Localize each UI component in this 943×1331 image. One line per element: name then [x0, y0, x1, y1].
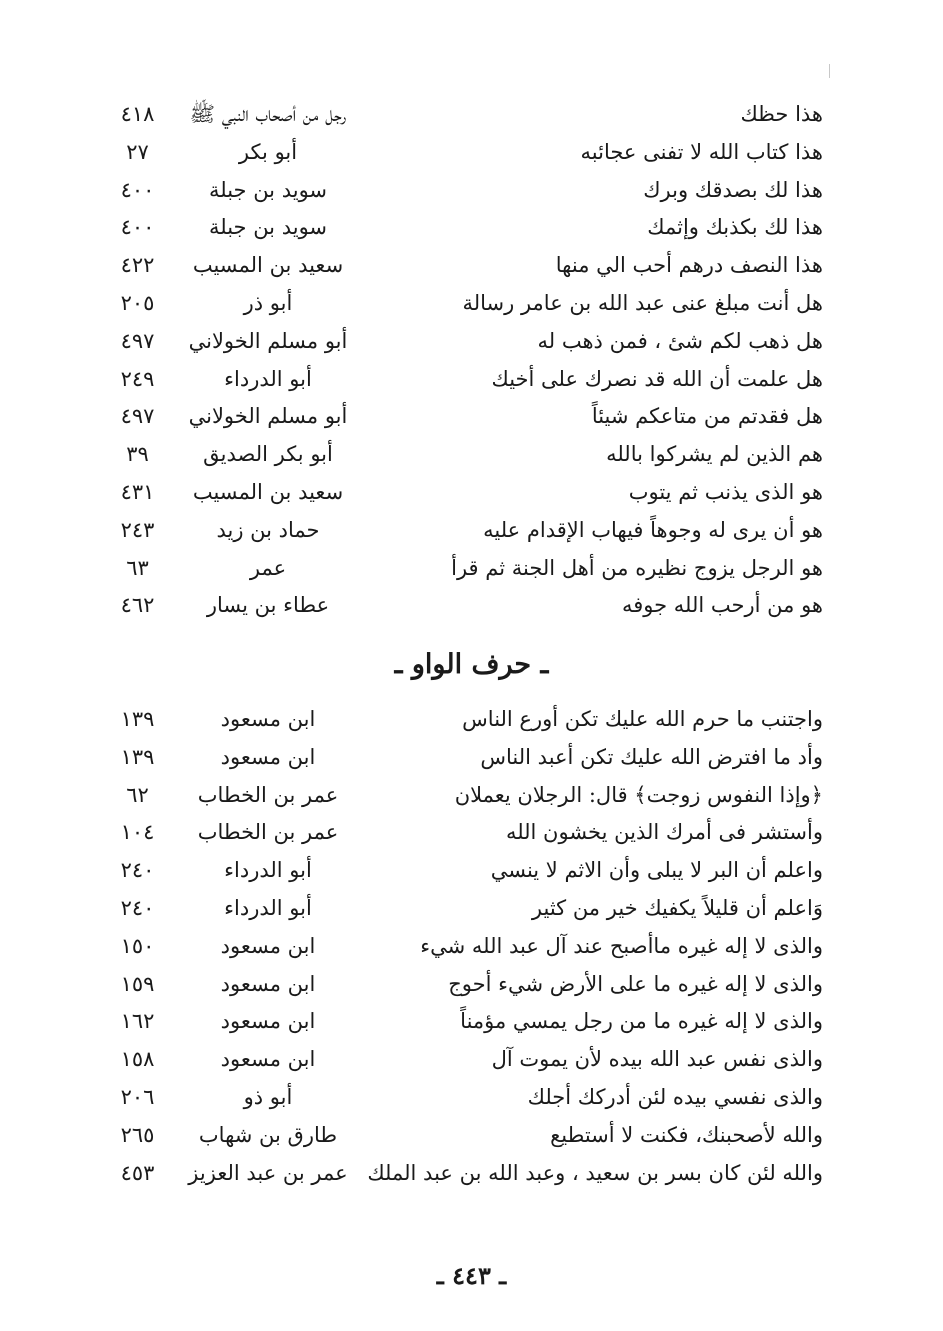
narrator-name: ابن مسعود	[220, 933, 316, 958]
narrator-name: سعيد بن المسيب	[192, 253, 344, 278]
index-list-waw	[105, 701, 823, 1192]
page-ref: ١٠٤	[120, 820, 155, 845]
quote-text: هم الذين لم يشركوا بالله	[606, 442, 823, 467]
page-ref: ٤٢٢	[120, 253, 155, 278]
page-ref: ١٥٠	[120, 933, 155, 958]
narrator-name: أبو بكر الصديق	[203, 442, 333, 467]
index-row	[105, 814, 823, 852]
index-row	[105, 1003, 823, 1041]
quote-text: هو من أرحب الله جوفه	[621, 593, 823, 618]
margin-mark	[829, 64, 830, 78]
index-row	[105, 701, 823, 739]
quote-text: هذا لك بكذبك وإثمك	[647, 215, 823, 240]
index-row	[105, 928, 823, 966]
quote-text: واجتنب ما حرم الله عليك تكن أورع الناس	[462, 707, 823, 731]
quote-text: واعلم أن البر لا يبلى وأن الاثم لا ينسي	[490, 858, 823, 883]
index-row	[105, 398, 823, 436]
narrator-name: ابن مسعود	[220, 707, 316, 731]
quote-text: هل أنت مبلغ عنى عبد الله بن عامر رسالة	[462, 290, 823, 315]
index-row	[105, 474, 823, 512]
index-row	[105, 209, 823, 247]
index-row	[105, 96, 823, 134]
index-row	[105, 285, 823, 323]
narrator-name: أبو الدرداء	[224, 366, 312, 391]
page-ref: ٢٤٠	[120, 858, 155, 883]
quote-text: والذى لا إله غيره ماأصبح عند آل عبد الله شيء	[420, 933, 823, 958]
quote-text: وأستشر فى أمرك الذين يخشون الله	[505, 820, 823, 845]
quote-text: وَاعلم أن قليلاً يكفيك خير من كثير	[531, 895, 823, 920]
page-ref: ٤٦٢	[120, 593, 155, 618]
index-row	[105, 436, 823, 474]
index-row	[105, 890, 823, 928]
page-ref: ٤٠٠	[120, 215, 155, 240]
narrator-name: أبو مسلم الخولاني	[188, 328, 348, 353]
index-row	[105, 966, 823, 1004]
page-ref: ٢٠٦	[120, 1084, 155, 1109]
page-ref: ٤٥٣	[120, 1160, 155, 1185]
page-ref: ٤٩٧	[120, 328, 155, 353]
narrator-name: عمر بن الخطاب	[197, 820, 339, 845]
quote-text: والله لئن كان بسر بن سعيد ، وعبد الله بن عبد الملك	[367, 1160, 823, 1185]
narrator-name: أبو الدرداء	[224, 895, 312, 920]
index-row	[105, 1041, 823, 1079]
narrator-name: أبو ذو	[243, 1084, 293, 1109]
quote-text: هو الرجل يزوج نظيره من أهل الجنة ثم قرأ	[451, 555, 823, 580]
page-number: ـ ٤٤٣ ـ	[436, 1261, 507, 1290]
narrator-name: ابن مسعود	[220, 1047, 316, 1072]
index-row	[105, 172, 823, 210]
narrator-name: عطاء بن يسار	[206, 593, 330, 618]
quote-text: والله لأصحبنك، فكنت لا أستطيع	[550, 1122, 823, 1147]
quote-text: هل علمت أن الله قد نصرك على أخيك	[491, 366, 823, 391]
quote-text: هو أن يرى له وجوهاً فيهاب الإقدام عليه	[483, 517, 823, 542]
narrator-name: عمر	[249, 555, 287, 580]
index-row	[105, 323, 823, 361]
index-row	[105, 550, 823, 588]
index-row	[105, 361, 823, 399]
quote-text: هل ذهب لكم شئ ، فمن ذهب له	[537, 328, 823, 353]
index-row	[105, 1079, 823, 1117]
narrator-name: عمر بن عبد العزيز	[188, 1160, 348, 1185]
index-row	[105, 1117, 823, 1155]
index-row	[105, 739, 823, 777]
narrator-name: سويد بن جبلة	[208, 177, 328, 202]
narrator-name: حماد بن زيد	[216, 517, 320, 542]
narrator-name: ابن مسعود	[220, 1009, 316, 1034]
section-heading: ـ حرف الواو ـ	[394, 649, 549, 680]
index-row	[105, 512, 823, 550]
quote-text: هو الذى يذنب ثم يتوب	[628, 479, 823, 504]
quote-text: والذى نفسي بيده لئن أدركك أجلك	[527, 1084, 823, 1109]
quote-text: هذا كتاب الله لا تفنى عجائبه	[580, 139, 823, 164]
page-ref: ١٣٩	[120, 707, 155, 731]
index-row	[105, 852, 823, 890]
narrator-name: ابن مسعود	[220, 744, 316, 769]
narrator-name: سويد بن جبلة	[208, 215, 328, 240]
page-ref: ١٣٩	[120, 744, 155, 769]
page-ref: ١٥٨	[120, 1047, 155, 1072]
page-ref: ٤٣١	[120, 479, 155, 504]
quote-text: هل فقدتم من متاعكم شيئاً	[591, 404, 823, 429]
page-ref: ٣٩	[126, 442, 149, 467]
page-ref: ٢٧	[126, 139, 149, 164]
page-ref: ٢٤٣	[120, 517, 155, 542]
index-row	[105, 247, 823, 285]
narrator-name: رجل من أصحاب النبي ﷺ	[189, 102, 347, 126]
page-ref: ٢٠٥	[120, 290, 155, 315]
page-ref: ٤٩٧	[120, 404, 155, 429]
quote-text: والذى لا إله غيره ما من رجل يمسي مؤمناً	[460, 1009, 823, 1034]
page-ref: ٢٦٥	[120, 1122, 155, 1147]
page-ref: ١٥٩	[120, 971, 155, 996]
index-row	[105, 777, 823, 815]
page-ref: ٦٣	[126, 555, 149, 580]
index-list-ha	[105, 96, 823, 625]
narrator-name: ابن مسعود	[220, 971, 316, 996]
index-row	[105, 587, 823, 625]
page-ref: ٦٢	[126, 782, 149, 807]
quote-text: وأد ما افترض الله عليك تكن أعبد الناس	[480, 744, 823, 769]
narrator-name: أبو ذر	[243, 290, 293, 315]
narrator-name: أبو مسلم الخولاني	[188, 404, 348, 429]
page-ref: ٢٤٩	[120, 366, 155, 391]
page-ref: ٢٤٠	[120, 895, 155, 920]
narrator-name: أبو الدرداء	[224, 858, 312, 883]
index-row	[105, 1155, 823, 1193]
quote-text: ﴿وإذا النفوس زوجت﴾ قال: الرجلان يعملان	[454, 782, 823, 807]
page-ref: ١٦٢	[120, 1009, 155, 1034]
narrator-name: طارق بن شهاب	[198, 1122, 338, 1147]
quote-text: والذى نفس عبد الله بيده لأن يموت آل	[491, 1047, 823, 1072]
narrator-name: سعيد بن المسيب	[192, 479, 344, 504]
page-ref: ٤١٨	[120, 102, 155, 126]
quote-text: هذا النصف درهم أحب الي منها	[555, 253, 823, 278]
page-ref: ٤٠٠	[120, 177, 155, 202]
quote-text: والذى لا إله غيره ما على الأرض شيء أحوج	[448, 971, 823, 996]
narrator-name: أبو بكر	[238, 139, 298, 164]
index-row	[105, 134, 823, 172]
quote-text: هذا لك بصدقك وبرك	[643, 177, 823, 202]
quote-text: هذا حظك	[740, 102, 823, 126]
narrator-name: عمر بن الخطاب	[197, 782, 339, 807]
